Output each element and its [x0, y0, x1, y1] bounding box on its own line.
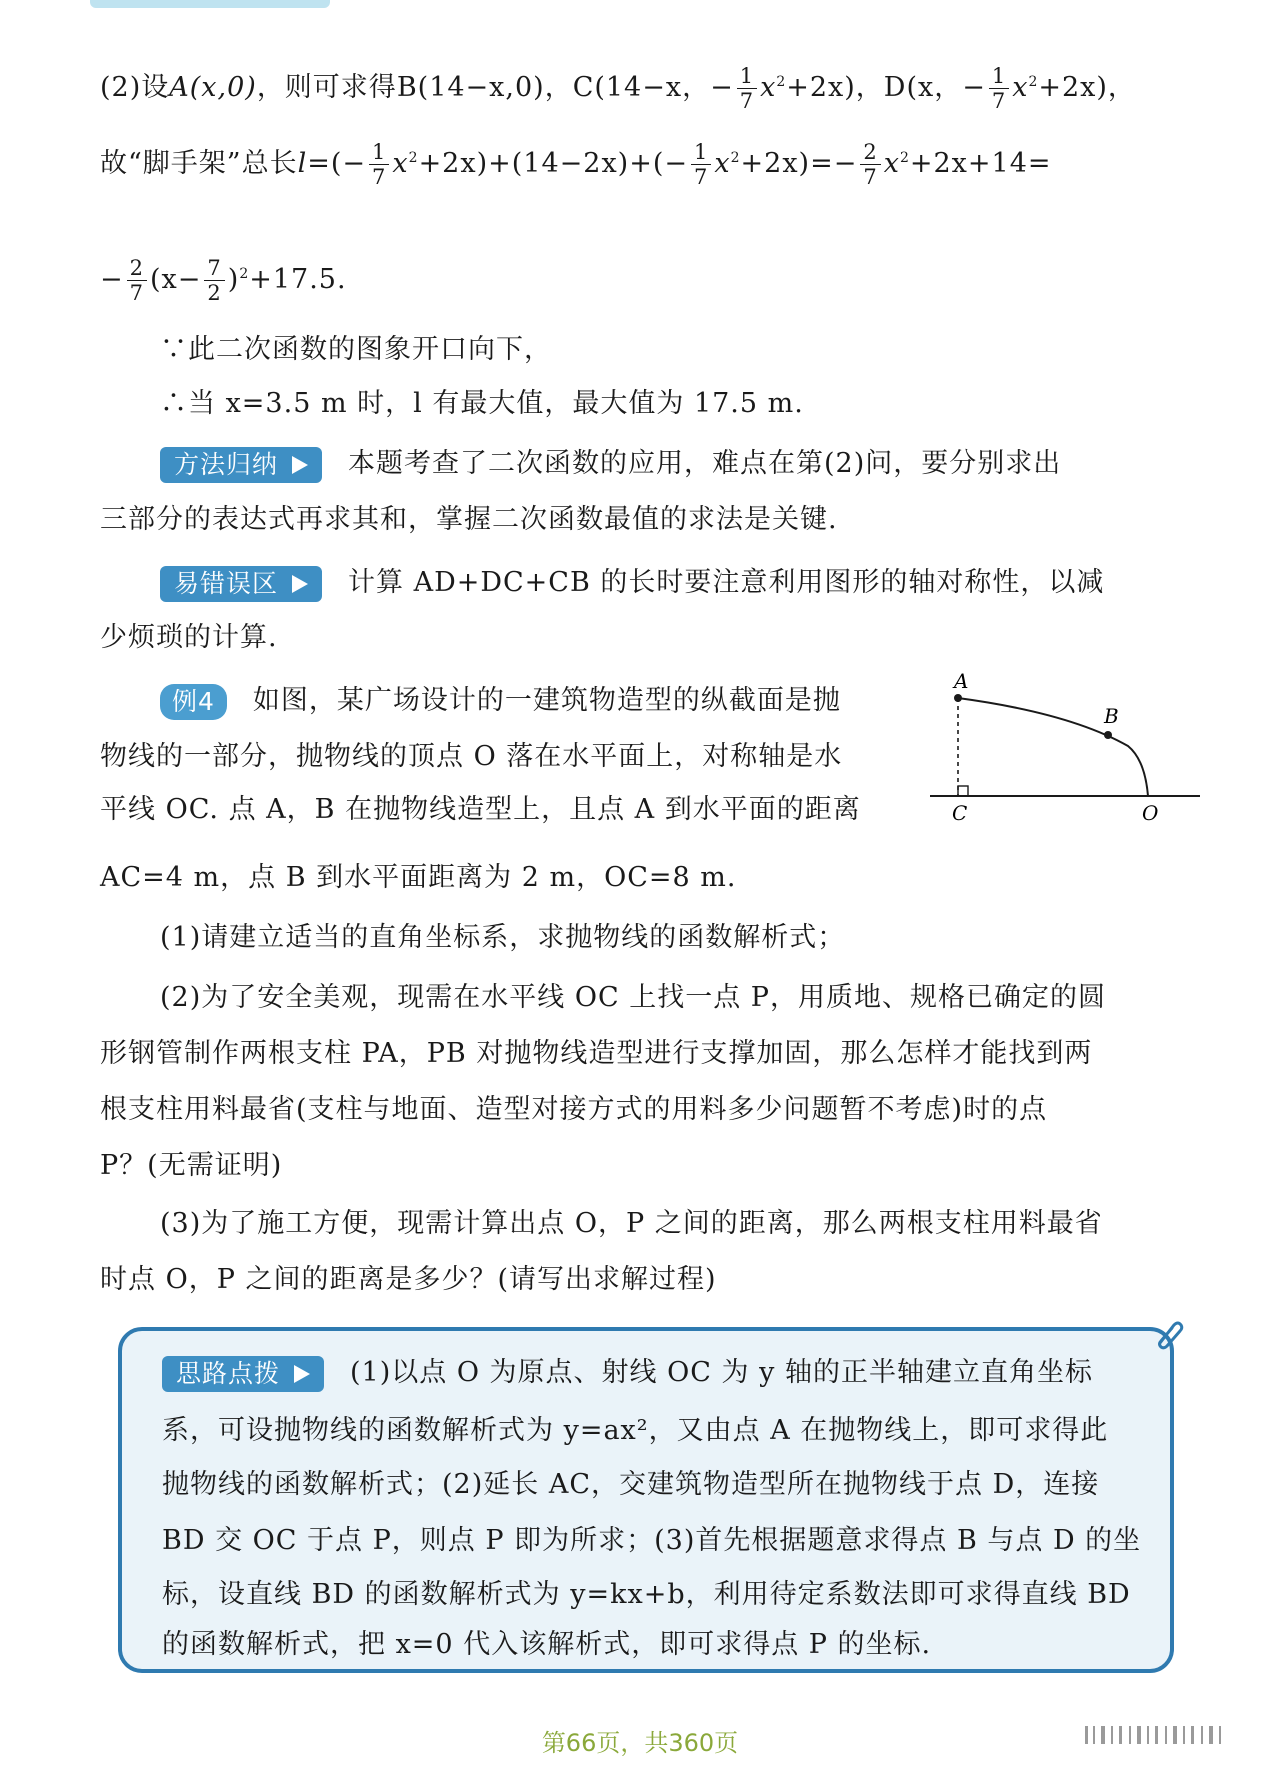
point-a	[954, 694, 962, 702]
hint-line-6: 的函数解析式，把 x=0 代入该解析式，即可求得点 P 的坐标.	[162, 1629, 932, 1660]
fraction: $\frac{1}{7}$	[989, 64, 1009, 113]
example-line-1: 例4 如图，某广场设计的一建筑物造型的纵截面是抛	[160, 681, 841, 721]
method-line-2: 三部分的表达式再求其和，掌握二次函数最值的求法是关键.	[100, 504, 838, 535]
label-a: A	[954, 669, 969, 693]
question-3-line-2: 时点 O，P 之间的距离是多少？(请写出求解过程)	[100, 1264, 717, 1295]
point-b	[1104, 731, 1112, 739]
hint-box	[118, 1327, 1174, 1673]
label-b: B	[1104, 704, 1119, 728]
fraction: $\frac{1}{7}$	[737, 64, 757, 113]
solution-line-1: (2)设A(x,0)，则可求得B(14−x,0)，C(14−x，− $\frac{1}{7}$ $x^2+2x$)，D(x，− $\frac{1}{7}$ $x^2+2x$)，	[100, 64, 1136, 113]
parabola-curve	[958, 698, 1148, 796]
hint-tag: 思路点拨	[162, 1356, 324, 1392]
mistake-line-2: 少烦琐的计算.	[100, 622, 278, 653]
hint-line-5: 标，设直线 BD 的函数解析式为 y=kx+b，利用待定系数法即可求得直线 BD	[162, 1579, 1131, 1610]
hint-line-3: 抛物线的函数解析式；(2)延长 AC，交建筑物造型所在抛物线于点 D，连接	[162, 1469, 1100, 1500]
hint-line-2: 系，可设抛物线的函数解析式为 y=ax²，又由点 A 在抛物线上，即可求得此	[162, 1415, 1109, 1446]
question-2-line-4: P？(无需证明)	[100, 1150, 283, 1181]
mistake-line-1: 易错误区 计算 AD+DC+CB 的长时要注意利用图形的轴对称性，以减	[160, 563, 1104, 603]
example-line-2: 物线的一部分，抛物线的顶点 O 落在水平面上，对称轴是水	[100, 741, 843, 772]
page-counter: 第66页，共360页	[541, 1729, 739, 1757]
question-2-line-3: 根支柱用料最省(支柱与地面、造型对接方式的用料多少问题暂不考虑)时的点	[100, 1094, 1048, 1125]
method-tag: 方法归纳	[160, 447, 322, 483]
example-tag: 例4	[160, 684, 227, 720]
question-2-line-2: 形钢管制作两根支柱 PA，PB 对抛物线造型进行支撑加固，那么怎样才能找到两	[100, 1038, 1093, 1069]
right-angle-mark	[958, 786, 968, 796]
method-line-1: 方法归纳 本题考查了二次函数的应用，难点在第(2)问，要分别求出	[160, 444, 1061, 484]
fraction: $\frac{7}{2}$	[204, 256, 224, 305]
fraction: $\frac{2}{7}$	[127, 256, 147, 305]
parabola-figure	[930, 668, 1200, 828]
mistake-tag: 易错误区	[160, 566, 322, 602]
example-line-3: 平线 OC. 点 A，B 在抛物线造型上，且点 A 到水平面的距离	[100, 794, 861, 825]
hint-line-1: 思路点拨 (1)以点 O 为原点、射线 OC 为 y 轴的正半轴建立直角坐标	[162, 1353, 1093, 1393]
solution-line-4: ∵此二次函数的图象开口向下，	[160, 334, 552, 365]
question-2-line-1: (2)为了安全美观，现需在水平线 OC 上找一点 P，用质地、规格已确定的圆	[160, 982, 1106, 1013]
question-1: (1)请建立适当的直角坐标系，求抛物线的函数解析式；	[160, 922, 846, 953]
solution-line-2: 故“脚手架”总长l=(− $\frac{1}{7}$ $x^2+2x)+(14-2x)+(-$ $\frac{1}{7}$ $x^2+2x)=-$ $\frac{2}{7}$ $x^2+2x+14=$	[100, 140, 1052, 189]
question-3-line-1: (3)为了施工方便，现需计算出点 O，P 之间的距离，那么两根支柱用料最省	[160, 1208, 1103, 1239]
fraction: $\frac{2}{7}$	[860, 140, 880, 189]
label-o: O	[1142, 801, 1159, 825]
top-decoration-strip	[90, 0, 330, 8]
label-c: C	[952, 801, 968, 825]
solution-line-3: − $\frac{2}{7}$ (x− $\frac{7}{2}$ )$^2$+17.5.	[100, 256, 347, 305]
fraction: $\frac{1}{7}$	[691, 140, 711, 189]
example-line-4: AC=4 m，点 B 到水平面距离为 2 m，OC=8 m.	[100, 862, 737, 893]
solution-line-5: ∴当 x=3.5 m 时，l 有最大值，最大值为 17.5 m.	[160, 388, 804, 419]
paperclip-icon	[1152, 1317, 1186, 1351]
hint-line-4: BD 交 OC 于点 P，则点 P 即为所求；(3)首先根据题意求得点 B 与点 D 的坐	[162, 1525, 1142, 1556]
barcode-decoration	[1085, 1722, 1245, 1748]
fraction: $\frac{1}{7}$	[369, 140, 389, 189]
